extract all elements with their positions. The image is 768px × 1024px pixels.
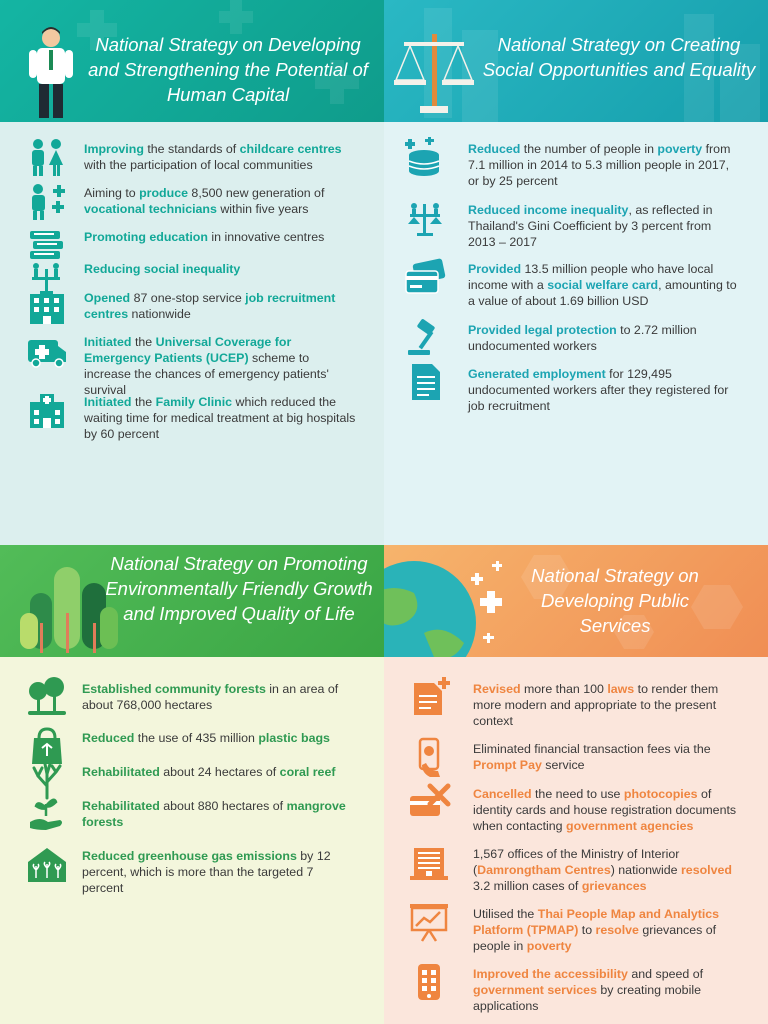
header-environment [0, 545, 384, 657]
body-text: the [131, 335, 156, 349]
body-text: , amounting to a value of about 1.69 billion USD [468, 278, 737, 308]
body-text: the standards of [143, 142, 240, 156]
achievement-text [84, 185, 359, 217]
highlight-text: resolve [595, 923, 639, 937]
achievement-text [84, 141, 359, 173]
gavel-icon [404, 318, 448, 363]
highlight-text: Universal Coverage for Emergency Patients (UCEP) [84, 335, 292, 365]
highlight-text: social welfare card [547, 278, 659, 292]
coins-icon [404, 137, 448, 182]
strategy-title: National Strategy on Developing Public Services [531, 565, 699, 636]
body-text: which reduced the waiting time for medical treatment at big hospitals by 60 percent [84, 395, 356, 441]
balance-scale-icon [390, 28, 478, 114]
body-text: scheme to increase the chances of emergency patients' survival [84, 351, 329, 397]
body-text: Utilised the [473, 907, 538, 921]
body-text: grievances of people in [473, 923, 717, 953]
highlight-text: coral reef [279, 765, 336, 779]
achievement-text [468, 322, 740, 354]
body-text: to 2.72 million undocumented workers [468, 323, 697, 353]
highlight-text: government agencies [566, 819, 694, 833]
highlight-text: childcare centres [239, 142, 342, 156]
quadrant-environment [0, 545, 384, 1024]
highlight-text: Cancelled [473, 787, 532, 801]
body-text: the need to use [531, 787, 624, 801]
quadrant-social-equality [384, 0, 768, 545]
achievement-text [82, 764, 357, 780]
body-text: from 7.1 million in 2014 to 5.3 million people in 2017, or by 25 percent [468, 142, 731, 188]
body-text: about 880 hectares of [159, 799, 287, 813]
highlight-text: job recruitment centres [84, 291, 336, 321]
mangrove-hand-icon [26, 794, 70, 839]
highlight-text: grievances [581, 879, 647, 893]
body-text: 87 one-stop service [130, 291, 246, 305]
body-text: about 24 hectares of [159, 765, 280, 779]
highlight-text: mangrove forests [82, 799, 346, 829]
highlight-text: poverty [526, 939, 572, 953]
highlight-text: Reduced income inequality [468, 203, 629, 217]
body-text: with the participation of local communities [84, 158, 313, 172]
welfare-card-icon [404, 257, 448, 302]
body-text: the number of people in [520, 142, 658, 156]
body-text: 3.2 million cases of [473, 879, 582, 893]
achievement-text [468, 261, 740, 309]
mobile-payment-icon [408, 737, 452, 782]
body-text: nationwide [128, 307, 191, 321]
highlight-text: Improved the accessibility [473, 967, 628, 981]
body-text: service [541, 758, 585, 772]
achievement-text [84, 394, 359, 442]
header-human-capital [0, 0, 384, 122]
achievement-text [84, 261, 359, 277]
body-text: to [578, 923, 596, 937]
body-text: in innovative centres [207, 230, 325, 244]
highlight-text: Established community forests [82, 682, 266, 696]
law-document-icon [408, 677, 452, 722]
highlight-text: Initiated [84, 395, 132, 409]
highlight-text: produce [139, 186, 188, 200]
body-text: Aiming to [84, 186, 140, 200]
family-icon [26, 137, 70, 182]
greenhouse-icon [26, 844, 70, 889]
mobile-app-icon [408, 962, 452, 1007]
achievement-text [82, 798, 357, 830]
quadrant-public-services [384, 545, 768, 1024]
highlight-text: Provided legal protection [468, 323, 617, 337]
body-text: ) nationwide [610, 863, 681, 877]
achievement-text [473, 681, 746, 729]
highlight-text: Reducing social inequality [84, 262, 241, 276]
body-text: more than 100 [520, 682, 608, 696]
body-text: and speed of [627, 967, 704, 981]
highlight-text: Rehabilitated [82, 799, 160, 813]
achievement-text [468, 366, 740, 414]
achievement-text [473, 741, 746, 773]
achievement-text [473, 786, 746, 834]
hospital-icon [26, 390, 70, 435]
highlight-text: poverty [657, 142, 703, 156]
strategy-title: National Strategy on Promoting Environmentally Friendly Growth and Improved Quality of Life [105, 553, 373, 624]
body-text: by 12 percent, which is more than the targeted 7 percent [82, 849, 331, 895]
highlight-text: Provided [468, 262, 522, 276]
achievement-text [84, 290, 359, 322]
body-text: , as reflected in Thailand's Gini Coefficient by 3 percent from 2013 – 2017 [468, 203, 713, 249]
office-building-icon [26, 286, 70, 331]
highlight-text: Opened [84, 291, 131, 305]
body-text: 1,567 offices of the Ministry of Interior ( [473, 847, 680, 877]
document-icon [404, 362, 448, 407]
cancelled-card-icon [408, 782, 452, 827]
body-text: within five years [216, 202, 309, 216]
body-text: Eliminated financial transaction fees via the [473, 742, 711, 756]
highlight-text: Generated employment [468, 367, 606, 381]
highlight-text: Promoting education [84, 230, 208, 244]
body-text: of identity cards and house registration documents when contacting [473, 787, 737, 833]
highlight-text: resolved [680, 863, 732, 877]
presentation-chart-icon [408, 902, 452, 947]
highlight-text: Prompt Pay [473, 758, 542, 772]
scale-people-icon [404, 198, 448, 243]
body-text: for 129,495 undocumented workers after they registered for job recruitment [468, 367, 729, 413]
businessman-icon [26, 24, 76, 122]
highlight-text: Reduced [82, 731, 135, 745]
highlight-text: Initiated [84, 335, 132, 349]
highlight-text: Reduced greenhouse gas emissions [82, 849, 297, 863]
achievement-text [82, 681, 357, 713]
highlight-text: Thai People Map and Analytics Platform (TPMAP) [473, 907, 720, 937]
body-text: in an area of about 768,000 hectares [82, 682, 339, 712]
header-public-services [384, 545, 768, 657]
highlight-text: Rehabilitated [82, 765, 160, 779]
highlight-text: government services [473, 983, 597, 997]
highlight-text: Damrongtham Centres [477, 863, 611, 877]
body-text: the use of 435 million [134, 731, 259, 745]
strategy-title: National Strategy on Creating Social Opportunities and Equality [482, 34, 756, 80]
government-building-icon [408, 842, 452, 887]
highlight-text: Reduced [468, 142, 521, 156]
body-text: 13.5 million people who have local income with a [468, 262, 714, 292]
highlight-text: plastic bags [258, 731, 330, 745]
highlight-text: Family Clinic [155, 395, 233, 409]
achievement-text [468, 141, 740, 189]
body-text: the [131, 395, 156, 409]
ambulance-icon [26, 330, 70, 375]
achievement-text [82, 848, 357, 896]
technician-icon [26, 181, 70, 226]
header-social-equality [384, 0, 768, 122]
highlight-text: laws [607, 682, 635, 696]
body-text: to render them more modern and appropriate to the present context [473, 682, 719, 728]
strategy-title: National Strategy on Developing and Strengthening the Potential of Human Capital [88, 34, 368, 105]
body-text: 8,500 new generation of [187, 186, 325, 200]
health-cross-icon [470, 555, 510, 651]
achievement-text [473, 846, 746, 894]
achievement-text [473, 966, 746, 1014]
body-text: by creating mobile applications [473, 983, 701, 1013]
achievement-text [468, 202, 740, 250]
achievement-text [473, 906, 746, 954]
highlight-text: photocopies [623, 787, 698, 801]
forest-icon [26, 677, 70, 722]
highlight-text: Revised [473, 682, 521, 696]
achievement-text [82, 730, 357, 746]
highlight-text: Improving [84, 142, 144, 156]
achievement-text [84, 334, 359, 398]
highlight-text: vocational technicians [84, 202, 217, 216]
achievement-text [84, 229, 359, 245]
quadrant-human-capital [0, 0, 384, 545]
